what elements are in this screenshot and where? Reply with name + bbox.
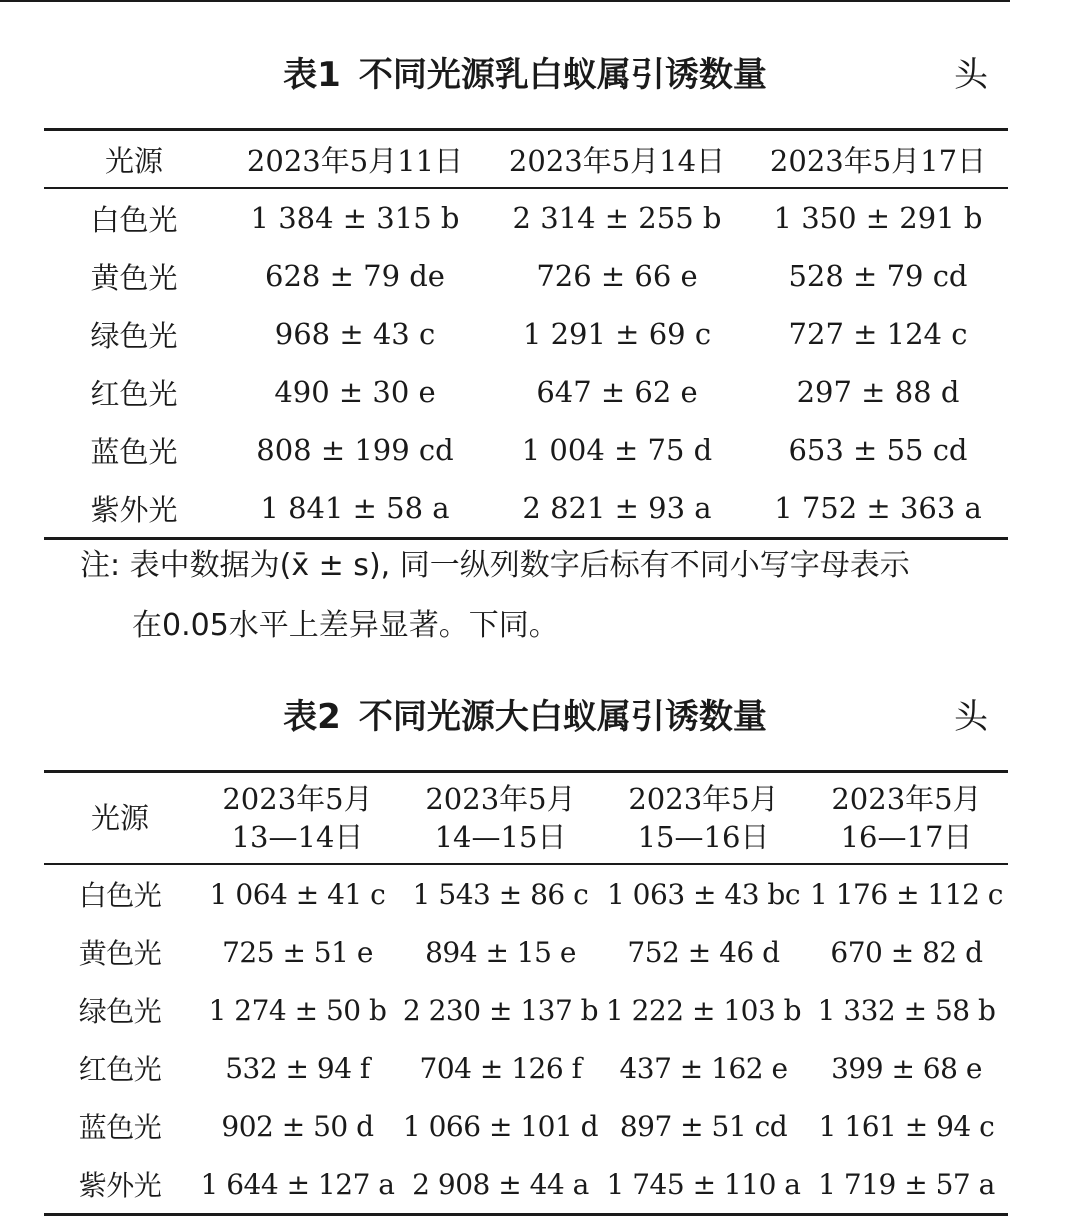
table-1-unit: 头 <box>954 55 988 95</box>
table-cell: 670 ± 82 d <box>830 935 983 969</box>
table-1-note <box>80 536 1010 656</box>
table-row <box>44 1039 1008 1097</box>
table-2 <box>44 770 1008 1216</box>
table-cell: 894 ± 15 e <box>425 935 576 969</box>
table-1-header-date: 2023年5月17日 <box>748 130 1008 189</box>
table-1 <box>44 128 1008 540</box>
table-row <box>44 188 1008 247</box>
table-2-header-date <box>602 772 805 865</box>
table-cell: 897 ± 51 cd <box>619 1109 788 1143</box>
table-cell: 1 384 ± 315 b <box>250 201 460 235</box>
table-cell: 902 ± 50 d <box>221 1109 374 1143</box>
table-1-title: 不同光源乳白蚁属引诱数量 <box>358 55 767 95</box>
table-cell: 1 350 ± 291 b <box>773 201 983 235</box>
table-cell: 2 821 ± 93 a <box>486 479 748 539</box>
table-row <box>44 1097 1008 1155</box>
table-cell: 2 230 ± 137 b <box>402 993 599 1027</box>
table-2-header-date <box>196 772 399 865</box>
row-label: 紫外光 <box>44 479 224 539</box>
table-cell: 2 314 ± 255 b <box>512 201 722 235</box>
table-1-header-row <box>44 130 1008 189</box>
row-label: 白色光 <box>78 879 162 912</box>
header-date-line-2: 14—15日 <box>434 820 567 854</box>
table-cell: 1 644 ± 127 a <box>196 1155 399 1215</box>
table-2-header-row <box>44 772 1008 865</box>
table-row <box>44 923 1008 981</box>
table-2-number: 表2 <box>283 697 341 737</box>
table-row <box>44 981 1008 1039</box>
table-row <box>44 363 1008 421</box>
table-row <box>44 864 1008 923</box>
table-cell: 1 291 ± 69 c <box>522 317 712 351</box>
header-date-line-1: 2023年5月 <box>425 782 576 816</box>
table-cell: 726 ± 66 e <box>536 259 698 293</box>
table-row <box>44 247 1008 305</box>
table-1-number: 表1 <box>283 55 341 95</box>
table-2-title: 不同光源大白蚁属引诱数量 <box>358 697 767 737</box>
table-cell: 1 719 ± 57 a <box>805 1155 1008 1215</box>
table-cell: 532 ± 94 f <box>225 1051 370 1085</box>
table-cell: 297 ± 88 d <box>796 375 960 409</box>
table-2-header-date <box>805 772 1008 865</box>
row-label: 白色光 <box>90 202 178 237</box>
table-2-header-date <box>399 772 602 865</box>
table-2-caption <box>40 692 1010 742</box>
table-cell: 490 ± 30 e <box>274 375 436 409</box>
row-label: 红色光 <box>78 1053 162 1086</box>
table-1-header-date: 2023年5月11日 <box>224 130 486 189</box>
table-cell: 1 066 ± 101 d <box>402 1109 599 1143</box>
row-label: 绿色光 <box>78 995 162 1028</box>
table-cell: 1 161 ± 94 c <box>818 1109 995 1143</box>
table-cell: 1 176 ± 112 c <box>810 877 1003 911</box>
row-label: 蓝色光 <box>90 434 178 469</box>
table-cell: 2 908 ± 44 a <box>399 1155 602 1215</box>
header-date-line-2: 13—14日 <box>231 820 364 854</box>
table-cell: 1 745 ± 110 a <box>602 1155 805 1215</box>
table-cell: 1 063 ± 43 bc <box>606 877 801 911</box>
header-date-line-2: 16—17日 <box>840 820 973 854</box>
table-row <box>44 421 1008 479</box>
table-2-unit: 头 <box>954 697 988 737</box>
table-1-caption <box>40 50 1010 100</box>
table-cell: 399 ± 68 e <box>831 1051 982 1085</box>
header-date-line-1: 2023年5月 <box>222 782 373 816</box>
row-label: 紫外光 <box>44 1155 196 1215</box>
header-date-line-2: 15—16日 <box>637 820 770 854</box>
row-label: 黄色光 <box>78 937 162 970</box>
table-cell: 1 064 ± 41 c <box>209 877 386 911</box>
table-cell: 727 ± 124 c <box>788 317 968 351</box>
table-cell: 647 ± 62 e <box>536 375 698 409</box>
table-cell: 528 ± 79 cd <box>788 259 968 293</box>
header-date-line-1: 2023年5月 <box>628 782 779 816</box>
note-line-2: 在0.05水平上差异显著。下同。 <box>132 608 559 643</box>
table-cell: 808 ± 199 cd <box>256 433 454 467</box>
table-cell: 1 841 ± 58 a <box>224 479 486 539</box>
table-cell: 968 ± 43 c <box>274 317 436 351</box>
table-cell: 1 274 ± 50 b <box>208 993 387 1027</box>
table-cell: 628 ± 79 de <box>265 259 445 293</box>
table-cell: 1 332 ± 58 b <box>817 993 996 1027</box>
table-cell: 653 ± 55 cd <box>788 433 968 467</box>
table-1-header-light-source: 光源 <box>44 130 224 189</box>
table-cell: 752 ± 46 d <box>627 935 780 969</box>
table-cell: 1 004 ± 75 d <box>521 433 713 467</box>
row-label: 红色光 <box>90 376 178 411</box>
table-1-header-date: 2023年5月14日 <box>486 130 748 189</box>
table-cell: 1 222 ± 103 b <box>605 993 802 1027</box>
table-2-header-light-source: 光源 <box>44 772 196 865</box>
table-row <box>44 479 1008 539</box>
table-cell: 1 752 ± 363 a <box>748 479 1008 539</box>
table-row <box>44 1155 1008 1215</box>
row-label: 绿色光 <box>90 318 178 353</box>
row-label: 黄色光 <box>90 260 178 295</box>
top-rule <box>0 0 1010 2</box>
table-cell: 704 ± 126 f <box>419 1051 582 1085</box>
table-row <box>44 305 1008 363</box>
note-line-1: 注: 表中数据为(x̄ ± s), 同一纵列数字后标有不同小写字母表示 <box>80 548 910 583</box>
table-cell: 1 543 ± 86 c <box>412 877 589 911</box>
header-date-line-1: 2023年5月 <box>831 782 982 816</box>
table-cell: 437 ± 162 e <box>619 1051 788 1085</box>
table-cell: 725 ± 51 e <box>222 935 373 969</box>
row-label: 蓝色光 <box>78 1111 162 1144</box>
